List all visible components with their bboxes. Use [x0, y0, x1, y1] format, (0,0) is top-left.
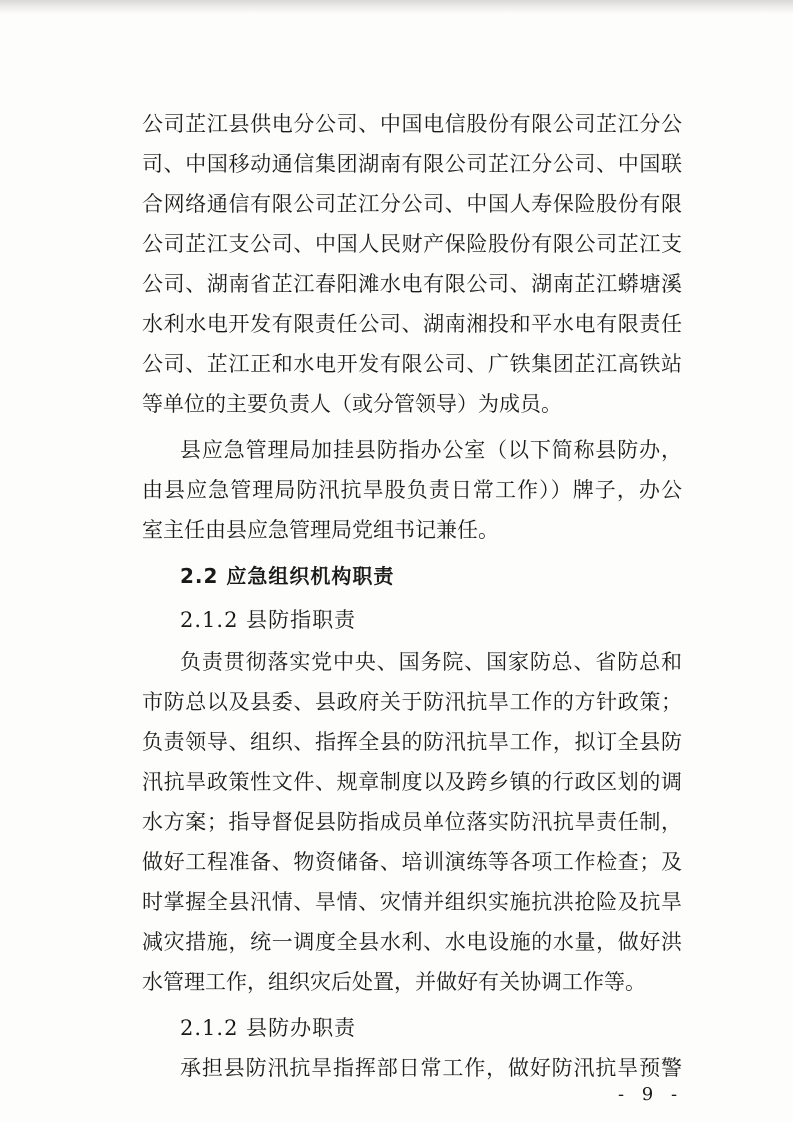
paragraph-line: 县应急管理局加挂县防指办公室（以下简称县防办，: [180, 438, 682, 462]
paragraph-line: 室主任由县应急管理局党组书记兼任。: [142, 518, 499, 542]
paragraph-line: 等单位的主要负责人（或分管领导）为成员。: [142, 392, 562, 416]
page-number: - 9 -: [618, 1084, 684, 1105]
paragraph-line: 由县应急管理局防汛抗旱股负责日常工作））牌子，办公: [142, 478, 682, 502]
subsection-heading: 2.1.2 县防办职责: [180, 1016, 357, 1040]
paragraph-line: 时掌握全县汛情、旱情、灾情并组织实施抗洪抢险及抗旱: [142, 890, 682, 914]
paragraph-line: 负责领导、组织、指挥全县的防汛抗旱工作，拟订全县防: [142, 730, 682, 754]
paragraph-line: 公司芷江支公司、中国人民财产保险股份有限公司芷江支: [142, 232, 682, 256]
scan-top-edge: [0, 0, 793, 14]
paragraph-line: 司、中国移动通信集团湖南有限公司芷江分公司、中国联: [142, 152, 682, 176]
paragraph-line: 汛抗旱政策性文件、规章制度以及跨乡镇的行政区划的调: [142, 770, 682, 794]
paragraph-line: 公司、湖南省芷江春阳滩水电有限公司、湖南芷江蟒塘溪: [142, 272, 682, 296]
paragraph-line: 公司、芷江正和水电开发有限公司、广铁集团芷江高铁站: [142, 352, 682, 376]
paragraph-line: 负责贯彻落实党中央、国务院、国家防总、省防总和: [180, 650, 682, 674]
section-heading: 2.2 应急组织机构职责: [180, 564, 395, 588]
paragraph-line: 水利水电开发有限责任公司、湖南湘投和平水电有限责任: [142, 312, 682, 336]
paragraph-line: 减灾措施，统一调度全县水利、水电设施的水量，做好洪: [142, 930, 682, 954]
paragraph-line: 水方案；指导督促县防指成员单位落实防汛抗旱责任制，: [142, 810, 682, 834]
paragraph-line: 市防总以及县委、县政府关于防汛抗旱工作的方针政策；: [142, 690, 682, 714]
paragraph-line: 水管理工作，组织灾后处置，并做好有关协调工作等。: [142, 970, 646, 994]
paragraph-line: 公司芷江县供电分公司、中国电信股份有限公司芷江分公: [142, 112, 682, 136]
paragraph-line: 承担县防汛抗旱指挥部日常工作，做好防汛抗旱预警: [180, 1056, 682, 1080]
paragraph-line: 做好工程准备、物资储备、培训演练等各项工作检查；及: [142, 850, 682, 874]
paragraph-line: 合网络通信有限公司芷江分公司、中国人寿保险股份有限: [142, 192, 682, 216]
subsection-heading: 2.1.2 县防指职责: [180, 608, 357, 632]
